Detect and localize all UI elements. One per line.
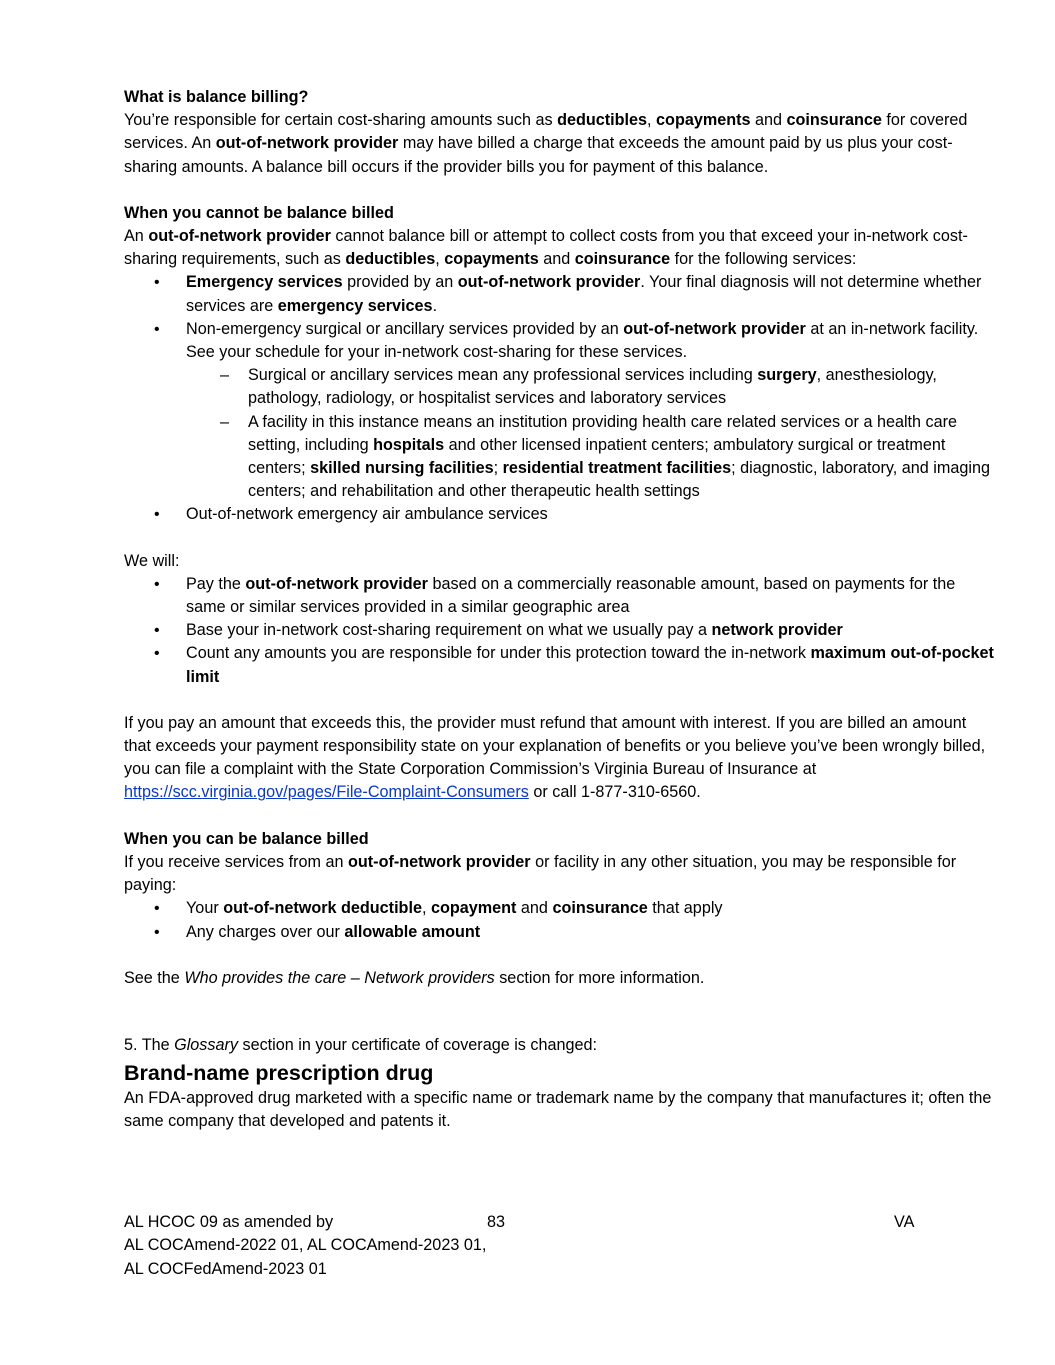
list-item-non-emergency-services: • Non-emergency surgical or ancillary services provided by an out-of-network provider at an in-network facility. See your schedule for your in-network cost-sharing for these services. – Surgical or ancillary services mean any professional services including surgery, anesthesiology, pathology, radiology, or hospitalist services and laboratory services – A facility in this instance means an institution providing health care related services or a health care setting, including hospitals and other licensed inpatient centers; ambulatory surgical or treatment centers; skilled nursing facilities; residential treatment facilities; diagnostic, laboratory, and imaging centers; and rehabilitation and other therapeutic health settings — [124, 318, 996, 504]
list-item-air-ambulance: • Out-of-network emergency air ambulance services — [124, 503, 996, 526]
paragraph-can-be-balance-billed: If you receive services from an out-of-network provider or facility in any other situation, you may be responsible for paying: — [124, 852, 957, 895]
complaint-link[interactable]: https://scc.virginia.gov/pages/File-Complaint-Consumers — [124, 783, 529, 802]
list-item-base-cost-sharing: • Base your in-network cost-sharing requirement on what we usually pay a network provider — [124, 619, 996, 642]
sub-list — [186, 364, 996, 503]
heading-cannot-be-balance-billed: When you cannot be balance billed — [124, 203, 394, 222]
footer-amendments-2: AL COCFedAmend-2023 01 — [124, 1259, 327, 1278]
page-footer — [124, 1211, 1004, 1281]
services-list — [124, 271, 996, 526]
glossary-change-intro: 5. The Glossary section in your certificate of coverage is changed: — [124, 1035, 598, 1054]
we-will-list — [124, 573, 996, 689]
footer-amendments-1: AL COCAmend-2022 01, AL COCAmend-2023 01, — [124, 1236, 487, 1255]
paragraph-see-section: See the Who provides the care – Network providers section for more information. — [124, 968, 705, 987]
paragraph-refund-complaint: If you pay an amount that exceeds this, the provider must refund that amount with interest. If you are billed an amount that exceeds your payment responsibility state on your explanation of benefits or you believe you’ve been wrongly billed, you can file a complaint with the State Corporation Commission’s Virginia Bureau of Insurance at https://scc.virginia.gov/pages/File-Complaint-Consumers or call 1-877-310-6560. — [124, 713, 986, 802]
glossary-term: Brand-name prescription drug — [124, 1061, 434, 1086]
heading-can-be-balance-billed: When you can be balance billed — [124, 829, 369, 848]
list-item-pay-provider: • Pay the out-of-network provider based on a commercially reasonable amount, based on payments for the same or similar services provided in a similar geographic area — [124, 573, 996, 619]
sub-item-facility: – A facility in this instance means an institution providing health care related services or a health care setting, including hospitals and other licensed inpatient centers; ambulatory surgical or treatment centers; skilled nursing facilities; residential treatment facilities; diagnostic, laboratory, and imaging centers; and rehabilitation and other therapeutic health settings — [186, 411, 996, 504]
list-item-deductible: • Your out-of-network deductible, copayment and coinsurance that apply — [124, 897, 996, 920]
heading-what-is-balance-billing: What is balance billing? — [124, 88, 309, 106]
footer-state: VA — [894, 1213, 915, 1231]
list-item-count-amounts: • Count any amounts you are responsible for under this protection toward the in-network maximum out-of-pocket limit — [124, 642, 996, 688]
page-number: 83 — [487, 1213, 506, 1231]
paragraph-balance-billing-definition: You’re responsible for certain cost-sharing amounts such as deductibles, copayments and coinsurance for covered services. An out-of-network provider may have billed a charge that exceeds the amount paid by us plus your cost-sharing amounts. A balance bill occurs if the provider bills you for payment of this balance. — [124, 111, 968, 176]
paragraph-cannot-be-balance-billed: An out-of-network provider cannot balance bill or attempt to collect costs from you that exceed your in-network cost-sharing requirements, such as deductibles, copayments and coinsurance for the following services: — [124, 227, 968, 269]
sub-item-surgical-services: – Surgical or ancillary services mean any professional services including surgery, anesthesiology, pathology, radiology, or hospitalist services and laboratory services — [186, 364, 996, 410]
list-item-allowable-amount: • Any charges over our allowable amount — [124, 921, 996, 944]
footer-form-id: AL HCOC 09 as amended by — [124, 1213, 334, 1231]
document-body — [124, 86, 996, 1134]
we-will-intro: We will: — [124, 551, 180, 570]
glossary-definition: An FDA-approved drug marketed with a specific name or trademark name by the company that manufactures it; often the same company that developed and patents it. — [124, 1089, 992, 1131]
list-item-emergency-services: • Emergency services provided by an out-of-network provider. Your final diagnosis will not determine whether services are emergency services. — [124, 271, 996, 317]
charges-list — [124, 897, 996, 943]
